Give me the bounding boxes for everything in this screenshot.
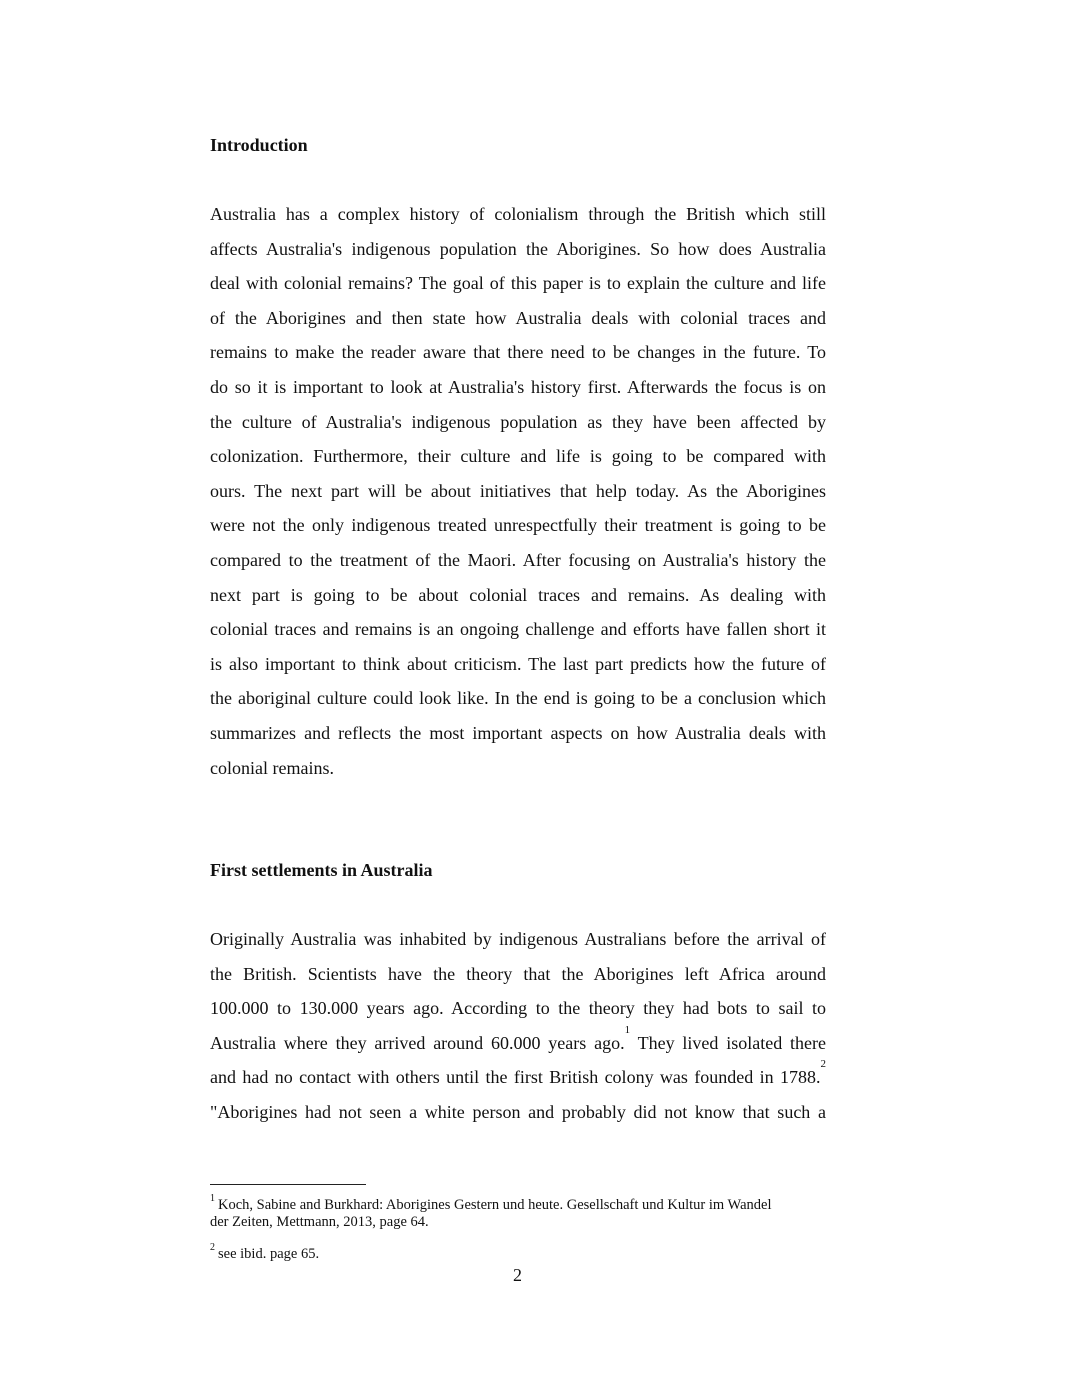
line-text: Australia where they arrived around 60.000 years ago.	[210, 1032, 625, 1053]
paragraph-line: compared to the treatment of the Maori. After focusing on Australia's history the	[210, 549, 826, 570]
paragraph-line: affects Australia's indigenous population the Aborigines. So how does Australia	[210, 238, 826, 259]
paragraph-line: deal with colonial remains? The goal of this paper is to explain the culture and life	[210, 273, 826, 294]
paragraph-line	[210, 1023, 827, 1061]
paragraph-line: remains to make the reader aware that there need to be changes in the future. To	[210, 342, 826, 363]
footnote-separator	[210, 1184, 366, 1185]
introduction-paragraph	[210, 197, 826, 785]
paragraph-line: Originally Australia was inhabited by indigenous Australians before the arrival of	[210, 929, 826, 949]
paragraph-line: next part is going to be about colonial traces and remains. As dealing with	[210, 584, 826, 605]
paragraph-line: colonial remains.	[210, 757, 334, 778]
section-heading-introduction: Introduction	[210, 135, 308, 155]
paragraph-line: summarizes and reflects the most important aspects on how Australia deals with	[210, 722, 826, 743]
footnote-mark: 1	[210, 1193, 215, 1204]
paragraph-line: the British. Scientists have the theory that the Aborigines left Africa around	[210, 963, 826, 984]
paragraph-line: were not the only indigenous treated unrespectfully their treatment is going to be	[210, 515, 826, 536]
footnote-text: der Zeiten, Mettmann, 2013, page 64.	[210, 1214, 429, 1230]
paragraph-line: the aboriginal culture could look like. In the end is going to be a conclusion which	[210, 688, 826, 709]
paragraph-line: colonization. Furthermore, their culture and life is going to be compared with	[210, 446, 826, 467]
page-number: 2	[513, 1265, 522, 1285]
footnote-2	[210, 1242, 826, 1263]
first-settlements-paragraph	[210, 922, 826, 1130]
footnote-reference-1[interactable]: 1	[624, 1023, 631, 1036]
paragraph-line: 100.000 to 130.000 years ago. According to the theory they had bots to sail to	[210, 998, 826, 1019]
footnote-reference-2[interactable]: 2	[820, 1058, 826, 1071]
paragraph-line: is also important to think about criticism. The last part predicts how the future of	[210, 653, 826, 674]
paragraph-line	[210, 1060, 826, 1095]
paragraph-line: colonial traces and remains is an ongoing challenge and efforts have fallen short it	[210, 619, 826, 640]
footnote-text: Koch, Sabine and Burkhard: Aborigines Gestern und heute. Gesellschaft und Kultur im Wandel	[218, 1197, 772, 1213]
footnote-1	[210, 1193, 826, 1231]
paragraph-line: ours. The next part will be about initiatives that help today. As the Aborigines	[210, 480, 826, 501]
section-heading-first-settlements: First settlements in Australia	[210, 860, 433, 880]
footnote-text: see ibid. page 65.	[218, 1246, 320, 1262]
line-text: and had no contact with others until the first British colony was founded in 1788.	[210, 1067, 821, 1088]
line-text: They lived isolated there	[637, 1032, 827, 1053]
paragraph-line: of the Aborigines and then state how Australia deals with colonial traces and	[210, 307, 826, 328]
paragraph-line: "Aborigines had not seen a white person and probably did not know that such a	[210, 1101, 826, 1122]
footnote-mark: 2	[210, 1242, 215, 1253]
paragraph-line: Australia has a complex history of colonialism through the British which still	[210, 204, 826, 224]
paragraph-line: the culture of Australia's indigenous population as they have been affected by	[210, 411, 826, 432]
paragraph-line: do so it is important to look at Australia's history first. Afterwards the focus is on	[210, 376, 826, 397]
